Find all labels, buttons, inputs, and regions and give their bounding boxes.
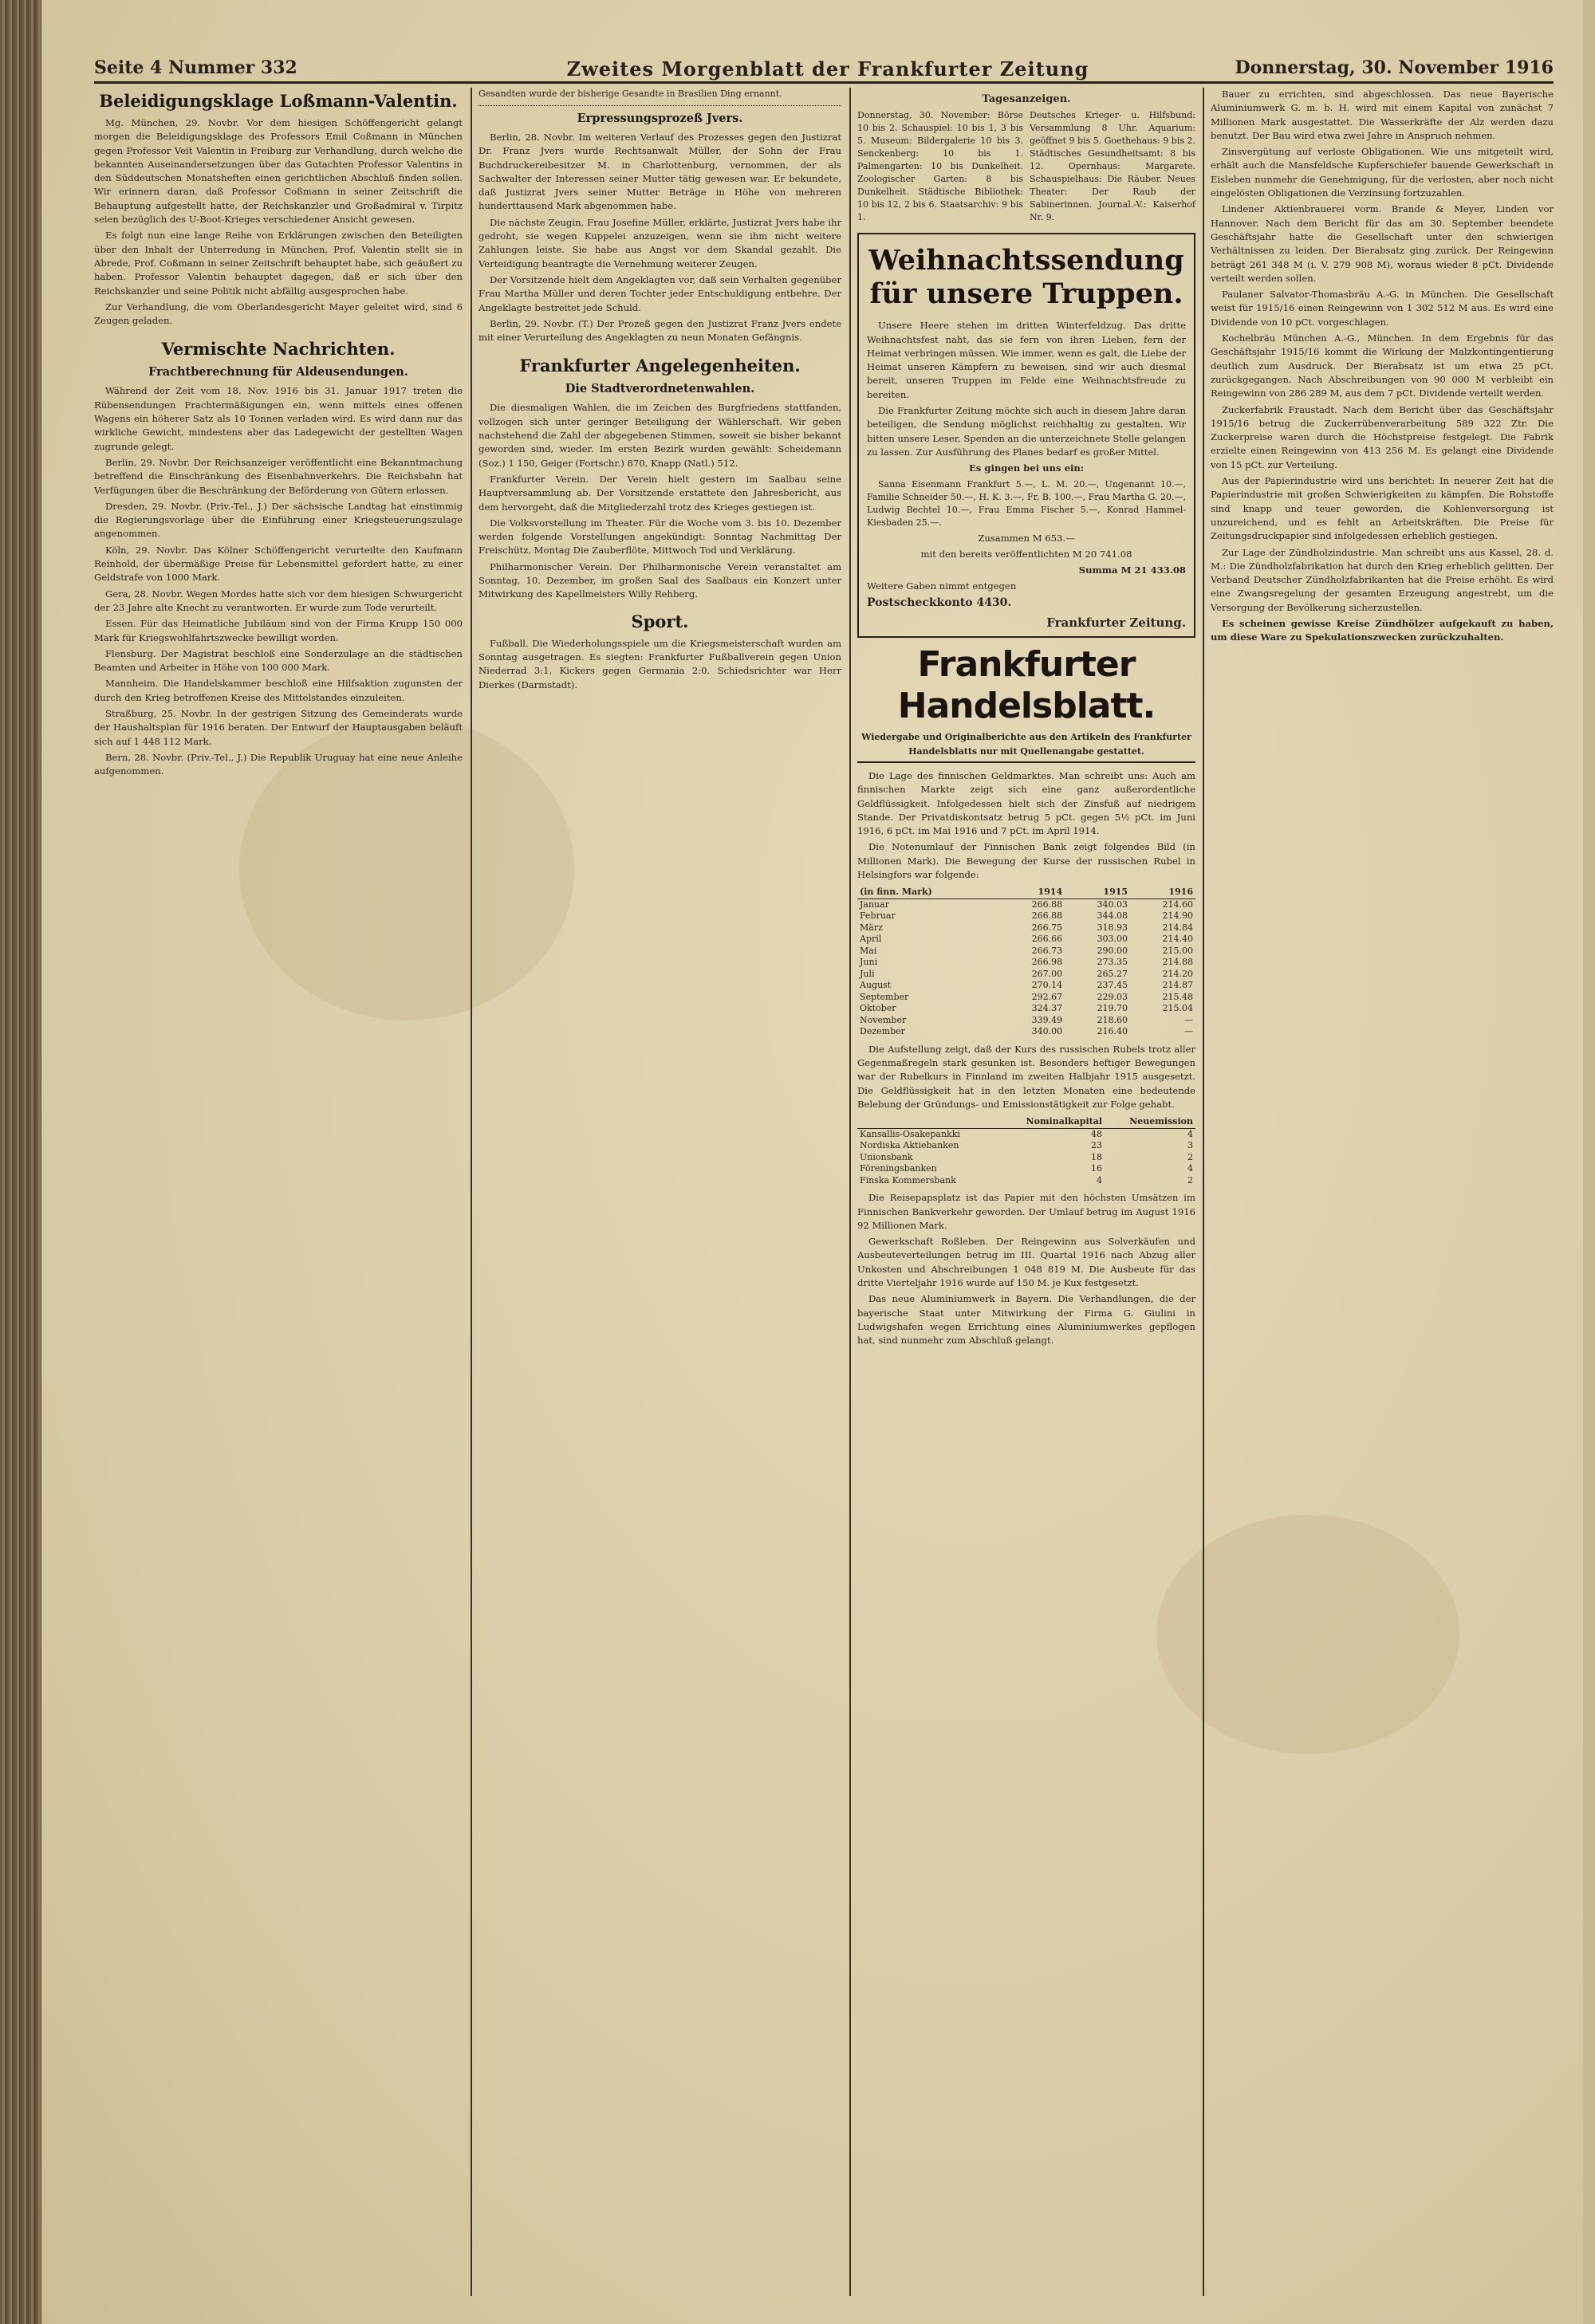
article-paragraph: Paulaner Salvator-Thomasbräu A.-G. in München. Die Gesellschaft weist für 1915/16 einen Reingewinn von 1 302 512 M aus. Es wird eine Dividende von 10 pCt. vorgeschlagen.: [1211, 289, 1554, 328]
issue-date: Donnerstag, 30. November 1916: [1235, 57, 1554, 78]
table-cell: 214.20: [1162, 968, 1193, 979]
table-header-row: [857, 1116, 1195, 1128]
table-cell: August: [860, 980, 892, 991]
table-cell: 16: [1091, 1163, 1103, 1174]
article-subheadline: Die Stadtverordnetenwahlen.: [565, 382, 755, 396]
article-paragraph: Die Reisepapsplatz ist das Papier mit den höchsten Umsätzen im Finnischen Bankverkehr geworden. Der Umlauf betrug im August 1916 92 Millionen Mark.: [857, 1192, 1195, 1231]
separator: [478, 105, 841, 106]
table-cell: 219.70: [1097, 1003, 1128, 1014]
table-header-cell: [857, 1116, 997, 1128]
listings-title: Tagesanzeigen.: [982, 93, 1071, 105]
article-paragraph: Mg. München, 29. Novbr. Vor dem hiesigen Schöffengericht gelangt morgen die Beleidigungsklage des Professors Emil Coßmann in München gegen Professor Veit Valentin in Freiburg zur Verhandlung, durch welche die bekannten Auseinandersetzungen über das Gutachten Professor Valentins in den Süddeutschen Monatsheften einen gerichtlichen Abschluß finden sollen. Wir erinnern daran, daß Professor Coßmann in seiner Zeitschrift die Behauptung aufgestellt hatte, der Reichskanzler und Großadmiral v. Tirpitz seien bezüglich des U-Boot-Krieges verschiedener Ansicht gewesen.: [94, 117, 463, 226]
article-paragraph: Frankfurter Verein. Der Verein hielt gestern im Saalbau seine Hauptversammlung ab. Der Vorsitzende erstattete den Jahresbericht, aus dem hervorgeht, daß die Mitgliederzahl trotz des Krieges gestiegen ist.: [478, 473, 841, 513]
table-cell: 237.45: [1097, 980, 1128, 991]
article-paragraph: Gesandten wurde der bisherige Gesandte in Brasilien Ding ernannt.: [478, 88, 782, 99]
table-row: [857, 992, 1195, 1004]
article-paragraph: Lindener Aktienbrauerei vorm. Brande & Meyer, Linden vor Hannover. Nach dem Bericht für das am 30. September beendete Geschäftsjahr hatte die Gesellschaft unter den schwierigen Verhältnissen zu leiden. Der Bierabsatz ging zurück. Der Reingewinn beträgt 261 348 M (i. V. 279 908 M), woraus wieder 8 pCt. Dividende verteilt werden sollen.: [1211, 203, 1554, 284]
table-row: [857, 980, 1195, 992]
donations-note: Weitere Gaben nimmt entgegen: [867, 580, 1017, 592]
table-cell: 214.60: [1162, 899, 1193, 910]
article-subheadline: Frachtberechnung für Aldeusendungen.: [148, 365, 408, 379]
table-cell: Nordiska Aktiebanken: [860, 1140, 959, 1151]
table-row: [857, 1140, 1195, 1152]
table-cell: 48: [1091, 1128, 1103, 1139]
column-2: [478, 88, 841, 694]
article-paragraph: Die Aufstellung zeigt, daß der Kurs des russischen Rubels trotz aller Gegenmaßregeln stark gesunken ist. Besonders heftiger Bewegungen war der Rubelkurs in Finnland im zweiten Halbjahr 1915 ausgesetzt. Die Geldflüssigkeit hat in den letzten Monaten eine bedeutende Belebung der Gründungs- und Emissionstätigkeit zur Folge gehabt.: [857, 1043, 1195, 1110]
table-cell: 3: [1187, 1140, 1193, 1151]
table-header-cell: (in finn. Mark): [857, 887, 999, 899]
table-cell: Juni: [860, 957, 878, 968]
table-row: [857, 969, 1195, 981]
table-row: [857, 1152, 1195, 1164]
table-cell: November: [860, 1014, 907, 1025]
article-paragraph: Zur Lage der Zündholzindustrie. Man schreibt uns aus Kassel, 28. d. M.: Die Zündholzfabrikation hat durch den Krieg erheblich gelitten. Der Verband Deutscher Zündholzfabrikanten hat die Preise erhöht. Es wird eine Zwangsregelung der gesamten Erzeugung angestrebt, um die Versorgung der Bevölkerung sicherzustellen.: [1211, 546, 1554, 613]
table-cell: 265.27: [1097, 968, 1128, 979]
table-cell: 23: [1091, 1140, 1103, 1151]
table-cell: 214.88: [1162, 957, 1193, 968]
column-1: [94, 88, 463, 781]
listings-right: Deutsches Krieger- u. Hilfsbund: Versammlung 8 Uhr. Aquarium: geöffnet 9 bis 5. Goethehaus: 9 bis 2. Städtisches Gesundheitsamt: 8 bis 12. Opernhaus: Margarete. Schauspielhaus: Die Räuber. Neues Theater: Der Raub der Sabinerinnen. Journal.-V.: Kaiserhof Nr. 9.: [1030, 110, 1195, 223]
article-paragraph: Berlin, 29. Novbr. Der Reichsanzeiger veröffentlicht eine Bekanntmachung betreffend die Einschränkung des Eisenbahnverkehrs. Die Reichsbahn hat Verfügungen über die Beschränkung der Beförderung von Gütern erlassen.: [94, 456, 463, 496]
section-headline: Vermischte Nachrichten.: [161, 339, 396, 360]
table-cell: März: [860, 922, 883, 933]
table-cell: Dezember: [860, 1026, 905, 1037]
table-cell: Januar: [860, 899, 889, 910]
table-row: [857, 934, 1195, 946]
table-cell: 270.14: [1031, 980, 1063, 991]
article-paragraph: Essen. Für das Heimatliche Jubiläum sind von der Firma Krupp 150 000 Mark für Kriegswohlfahrtszwecke bewilligt worden.: [94, 618, 463, 643]
donations-subtotal: Zusammen M 653.—: [978, 532, 1075, 544]
table-cell: 266.66: [1031, 934, 1063, 945]
article-paragraph: Bern, 28. Novbr. (Priv.-Tel., J.) Die Republik Uruguay hat eine neue Anleihe aufgenommen.: [94, 751, 463, 777]
table-cell: 273.35: [1097, 957, 1128, 968]
article-paragraph: Der Vorsitzende hielt dem Angeklagten vor, daß sein Verhalten gegenüber Frau Martha Müller und deren Tochter jeder Entschuldigung entbehre. Der Angeklagte bestreitet jede Schuld.: [478, 273, 841, 313]
table-row: [857, 957, 1195, 969]
article-paragraph: Das neue Aluminiumwerk in Bayern. Die Verhandlungen, die der bayerische Staat unter Mitwirkung der Firma G. Giulini in Ludwigshafen wegen Errichtung eines Aluminiumwerkes gepflogen hat, sind nunmehr zum Abschluß gelangt.: [857, 1293, 1195, 1347]
article-paragraph: Während der Zeit vom 18. Nov. 1916 bis 31. Januar 1917 treten die Rübensendungen Frachtermäßigungen ein, wenn mittels eines offenen Wagens ein höherer Satz als 10 Tonnen verladen wird. Es wird dann nur das wirkliche Gewicht, mindestens aber das Ladegewicht der gestellten Wagen zugrunde gelegt.: [94, 385, 463, 452]
table-cell: 215.00: [1162, 945, 1193, 956]
table-cell: Föreningsbanken: [860, 1163, 937, 1174]
appeal-paragraph: Die Frankfurter Zeitung möchte sich auch in diesem Jahre daran beteiligen, die Sendung möglichst reichhaltig zu gestalten. Wir bitten unsere Leser, Spenden an die unterzeichnete Stelle gelangen zu lassen. Zur Ausführung des Planes bedarf es großer Mittel.: [867, 405, 1186, 458]
article-paragraph: Dresden, 29. Novbr. (Priv.-Tel., J.) Der sächsische Landtag hat einstimmig die Regierungsvorlage über die Einführung einer Kriegsteuerungszulage angenommen.: [94, 500, 463, 540]
article-paragraph: Köln, 29. Novbr. Das Kölner Schöffengericht verurteilte den Kaufmann Reinhold, der übermäßige Preise für Lebensmittel gefordert hatte, zu einer Geldstrafe von 1000 Mark.: [94, 544, 463, 584]
table-cell: 266.88: [1031, 899, 1063, 910]
table-cell: 290.00: [1097, 945, 1128, 956]
article-paragraph: Berlin, 29. Novbr. (T.) Der Prozeß gegen den Justizrat Franz Jvers endete mit einer Verurteilung des Angeklagten zu neun Monaten Gefängnis.: [478, 317, 841, 344]
table-header-row: [857, 887, 1195, 899]
article-paragraph: Kochelbräu München A.-G., München. In dem Ergebnis für das Geschäftsjahr 1915/16 kommt die Wirkung der Malzkontingentierung deutlich zum Ausdruck. Der Bierabsatz ist um etwa 25 pCt. zurückgegangen. Nach Abschreibungen von 90 000 M verbleibt ein Reingewinn von 286 289 M, aus dem 7 pCt. Dividende verteilt werden.: [1211, 332, 1554, 399]
article-paragraph: Es scheinen gewisse Kreise Zündhölzer aufgekauft zu haben, um diese Ware zu Spekulationszwecken zurückzuhalten.: [1211, 617, 1554, 643]
table-header-cell: 1915: [1065, 887, 1130, 899]
table-cell: April: [860, 934, 882, 945]
table-cell: 215.04: [1162, 1003, 1193, 1014]
article-paragraph: Die nächste Zeugin, Frau Josefine Müller, erklärte, Justizrat Jvers habe ihr gedroht, sie wegen Kuppelei anzuzeigen, wenn sie ihm nicht weitere Zahlungen leiste. Sie habe aus Angst vor dem Skandal gezahlt. Die Verteidigung beantragte die Vernehmung weiterer Zeugen.: [478, 216, 841, 269]
daily-listings: [857, 109, 1195, 226]
article-paragraph: Die diesmaligen Wahlen, die im Zeichen des Burgfriedens stattfanden, vollzogen sich unter geringer Beteiligung der Wählerschaft. Wir geben nachstehend die Zahl der abgegebenen Stimmen, soweit sie bisher bekannt geworden sind, wieder. Im ersten Bezirk wurden gewählt: Scheidemann (Soz.) 1 150, Geiger (Fortschr.) 870, Knapp (Natl.) 512.: [478, 402, 841, 469]
table-cell: 266.73: [1031, 945, 1063, 956]
table-cell: 344.08: [1097, 910, 1128, 922]
article-paragraph: Aus der Papierindustrie wird uns berichtet: In neuerer Zeit hat die Papierindustrie mit großen Schwierigkeiten zu kämpfen. Die Rohstoffe sind knapp und teuer geworden, die Kohlenversorgung ist unzureichend, und es fehlt an Arbeitskräften. Die Preise für Zeitungsdruckpapier sind infolgedessen erheblich gestiegen.: [1211, 475, 1554, 542]
table-cell: 214.87: [1162, 980, 1193, 991]
article-paragraph: Philharmonischer Verein. Der Philharmonische Verein veranstaltet am Sonntag, 10. Dezember, im großen Saal des Saalbaus ein Konzert unter Mitwirkung des Kapellmeisters Willy Rehberg.: [478, 560, 841, 600]
article-paragraph: Die Volksvorstellung im Theater. Für die Woche vom 3. bis 10. Dezember werden folgende Vorstellungen angekündigt: Sonntag Nachmittag Der Freischütz, Montag Die Zauberflöte, Mittwoch Tod und Verklärung.: [478, 517, 841, 556]
business-section-note: Wiedergabe und Originalberichte aus den Artikeln des Frankfurter Handelsblatts nur mit Quellenangabe gestattet.: [857, 730, 1195, 763]
column-rule: [849, 88, 851, 2296]
appeal-signature: Frankfurter Zeitung.: [1046, 615, 1186, 631]
table-cell: Juli: [860, 968, 875, 979]
table-cell: 340.03: [1097, 899, 1128, 910]
table-cell: 216.40: [1097, 1026, 1128, 1037]
article-subheadline: Erpressungsprozeß Jvers.: [577, 112, 743, 125]
table-row: [857, 910, 1195, 922]
table-cell: 266.98: [1031, 957, 1063, 968]
donations-total: Summa M 21 433.08: [1078, 564, 1186, 576]
table-cell: 292.67: [1031, 991, 1063, 1002]
table-cell: —: [1184, 1014, 1193, 1025]
table-cell: 215.48: [1162, 991, 1193, 1002]
masthead: [94, 57, 1554, 81]
table-row: [857, 1128, 1195, 1140]
article-paragraph: Straßburg, 25. Novbr. In der gestrigen Sitzung des Gemeinderats wurde der Haushaltsplan für 1916 beraten. Der Entwurf der Hauptausgaben beläuft sich auf 1 448 112 Mark.: [94, 707, 463, 747]
table-cell: Oktober: [860, 1003, 896, 1014]
article-paragraph: Gewerkschaft Roßleben. Der Reingewinn aus Solverkäufen und Ausbeuteverteilungen betrug im III. Quartal 1916 nach Abzug aller Unkosten und Abschreibungen 1 048 819 M. Die Ausbeute für das dritte Vierteljahr 1916 wurde auf 150 M. je Kux festgesetzt.: [857, 1236, 1195, 1289]
table-row: [857, 922, 1195, 934]
article-paragraph: Bauer zu errichten, sind abgeschlossen. Das neue Bayerische Aluminiumwerk G. m. b. H. wird mit einem Kapital von zunächst 7 Millionen Mark ausgestattet. Die Wasserkräfte der Alz werden dazu benutzt. Der Bau wird etwa zwei Jahre in Anspruch nehmen.: [1211, 88, 1554, 141]
article-paragraph: Flensburg. Der Magistrat beschloß eine Sonderzulage an die städtischen Beamten und Arbeiter in Höhe von 100 000 Mark.: [94, 647, 463, 674]
table-cell: 4: [1187, 1128, 1193, 1139]
column-3: [857, 88, 1195, 1351]
donations-intro: Es gingen bei uns ein:: [968, 462, 1085, 474]
article-paragraph: Mannheim. Die Handelskammer beschloß eine Hilfsaktion zugunsten der durch den Krieg betroffenen Kreise des Mittelstandes einzuleiten.: [94, 678, 463, 703]
table-cell: 214.84: [1162, 922, 1193, 933]
appeal-paragraph: Unsere Heere stehen im dritten Winterfeldzug. Das dritte Weihnachtsfest naht, das sie fern von ihren Lieben, fern der Heimat verbringen müssen. Wie immer, wenn es galt, die Liebe der Heimat unseren Kämpfern zu beweisen, sind wir auch diesmal bereit, unseren Truppen im Felde eine Weihnachtsfreude zu bereiten.: [867, 320, 1186, 400]
table-header-cell: 1914: [999, 887, 1065, 899]
table-cell: —: [1184, 1026, 1193, 1037]
table-cell: 4: [1187, 1163, 1193, 1174]
table-cell: 318.93: [1097, 922, 1128, 933]
table-row: [857, 946, 1195, 958]
listings-left: Donnerstag, 30. November: Börse 10 bis 2. Schauspiel: 10 bis 1, 3 bis 5. Museum: Bildergalerie 10 bis 3. Senckenberg: 10 bis 1. Palmengarten: 10 bis Dunkelheit. Zoologischer Garten: 8 bis Dunkelheit. Städtische Bibliothek: 10 bis 12, 2 bis 6. Staatsarchiv: 9 bis 1.: [857, 110, 1023, 223]
column-4: [1211, 88, 1554, 647]
article-paragraph: Die Lage des finnischen Geldmarktes. Man schreibt uns: Auch am finnischen Markte zeigt sich eine ganz außerordentliche Geldflüssigkeit. Infolgedessen hielt sich der Zinsfuß auf niedrigem Stande. Der Privatdiskontsatz betrug 5 pCt. gegen 5½ pCt. im Juni 1916, 6 pCt. im Mai 1916 und 7 pCt. im April 1914.: [857, 769, 1195, 837]
article-paragraph: Zuckerfabrik Fraustadt. Nach dem Bericht über das Geschäftsjahr 1915/16 betrug die Zuckerrübenverarbeitung 589 322 Ztr. Die Zuckerpreise waren durch die Höchstpreise festgelegt. Die Fabrik erzielte einen Reingewinn von 413 256 M. Es gelangt eine Dividende von 15 pCt. zur Verteilung.: [1211, 403, 1554, 470]
article-paragraph: Zinsvergütung auf verloste Obligationen. Wie uns mitgeteilt wird, erhält auch die Mansfeldsche Kupferschiefer bauende Gewerkschaft in Eisleben nunmehr die Genehmigung, für die verlosten, aber noch nicht eingelösten Obligationen die Verzinsung fortzuzahlen.: [1211, 146, 1554, 199]
table-row: [857, 1175, 1195, 1187]
table-cell: 2: [1187, 1151, 1193, 1162]
table-cell: 214.40: [1162, 934, 1193, 945]
table-cell: 218.60: [1097, 1014, 1128, 1025]
bank-table: [857, 1116, 1195, 1186]
donations-list: Sanna Eisenmann Frankfurt 5.—, L. M. 20.—, Ungenannt 10.—, Familie Schneider 50.—, H. K. 3.—, Fr. B. 100.—, Frau Martha G. 20.—, Ludwig Bechtel 10.—, Frau Emma Fischer 5.—, Konrad Hammel-Kiesbaden 25.—.: [867, 478, 1186, 528]
table-cell: 266.75: [1031, 922, 1063, 933]
table-row: [857, 1163, 1195, 1175]
table-cell: 339.49: [1031, 1014, 1063, 1025]
table-row: [857, 1026, 1195, 1038]
table-cell: 267.00: [1031, 968, 1063, 979]
table-cell: 303.00: [1097, 934, 1128, 945]
table-header-cell: Nominalkapital: [997, 1116, 1105, 1128]
table-header-cell: Neuemission: [1105, 1116, 1195, 1128]
table-header-cell: 1916: [1130, 887, 1195, 899]
rate-table: [857, 887, 1195, 1038]
article-paragraph: Zur Verhandlung, die vom Oberlandesgericht Mayer geleitet wird, sind 6 Zeugen geladen.: [94, 301, 463, 327]
article-paragraph: Fußball. Die Wiederholungsspiele um die Kriegsmeisterschaft wurden am Sonntag ausgetragen. Es siegten: Frankfurter Fußballverein gegen Union Niederrad 3:1, Kickers gegen Germania 2:0. Schiedsrichter war Herr Dierkes (Darmstadt).: [478, 637, 841, 690]
postal-account: Postscheckkonto 4430.: [867, 596, 1012, 609]
page-number: Seite 4 Nummer 332: [94, 57, 297, 78]
table-cell: 2: [1187, 1174, 1193, 1186]
paper-stain: [1156, 1515, 1459, 1754]
table-cell: 214.90: [1162, 910, 1193, 922]
table-cell: September: [860, 991, 909, 1002]
masthead-rule: [94, 81, 1554, 84]
table-row: [857, 1003, 1195, 1015]
table-cell: 324.37: [1031, 1003, 1063, 1014]
table-cell: Finska Kommersbank: [860, 1174, 956, 1186]
article-paragraph: Es folgt nun eine lange Reihe von Erklärungen zwischen den Beteiligten über den Inhalt der Unterredung in München, Prof. Valentin stellt sie in Abrede, Prof. Coßmann in seiner Zeitschrift behauptet habe, sich geäußert zu haben. Professor Valentin behauptet dagegen, daß er sich über den Reichskanzler und seine Politik nicht abfällig ausgesprochen habe.: [94, 230, 463, 297]
table-cell: Kansallis-Osakepankki: [860, 1128, 960, 1139]
table-cell: 340.00: [1031, 1026, 1063, 1037]
donations-previous: mit den bereits veröffentlichten M 20 741.08: [920, 548, 1132, 560]
section-headline: Frankfurter Angelegenheiten.: [519, 356, 801, 376]
table-row: [857, 1015, 1195, 1027]
section-headline: Sport.: [631, 611, 689, 631]
article-paragraph: Die Notenumlauf der Finnischen Bank zeigt folgendes Bild (in Millionen Mark). Die Bewegung der Kurse der russischen Rubel in Helsingfors war folgende:: [857, 841, 1195, 881]
article-headline: Beleidigungsklage Loßmann-Valentin.: [99, 91, 458, 111]
business-section-title: Frankfurter Handelsblatt.: [897, 644, 1156, 727]
column-rule: [1203, 88, 1204, 2296]
table-cell: Unionsbank: [860, 1151, 913, 1162]
table-cell: 266.88: [1031, 910, 1063, 922]
column-rule: [471, 88, 472, 2296]
page-binding-edge: [0, 0, 41, 2324]
appeal-headline: Weihnachtssendung für unsere Truppen.: [868, 244, 1184, 311]
appeal-box: [857, 233, 1195, 638]
table-cell: 229.03: [1097, 991, 1128, 1002]
table-cell: Mai: [860, 945, 877, 956]
page-right-edge: [1583, 0, 1595, 2324]
table-cell: 18: [1091, 1151, 1103, 1162]
table-row: [857, 899, 1195, 910]
article-paragraph: Berlin, 28. Novbr. Im weiteren Verlauf des Prozesses gegen den Justizrat Dr. Franz Jvers wurde Rechtsanwalt Müller, der Sohn der Frau Buchdruckereibesitzer M. in Charlottenburg, vernommen, der als Sachwalter der Interessen seiner Mutter tätig gewesen war. Er bekundete, daß Justizrat Jvers seiner Mutter Beträge in Höhe von mehreren hunderttausend Mark abgenommen habe.: [478, 132, 841, 212]
article-paragraph: Gera, 28. Novbr. Wegen Mordes hatte sich vor dem hiesigen Schwurgericht der 23 Jahre alte Knecht zu verantworten. Er wurde zum Tode verurteilt.: [94, 588, 463, 613]
newspaper-title: Zweites Morgenblatt der Frankfurter Zeitung: [566, 57, 1089, 81]
table-cell: Februar: [860, 910, 896, 922]
table-cell: 4: [1097, 1174, 1103, 1186]
